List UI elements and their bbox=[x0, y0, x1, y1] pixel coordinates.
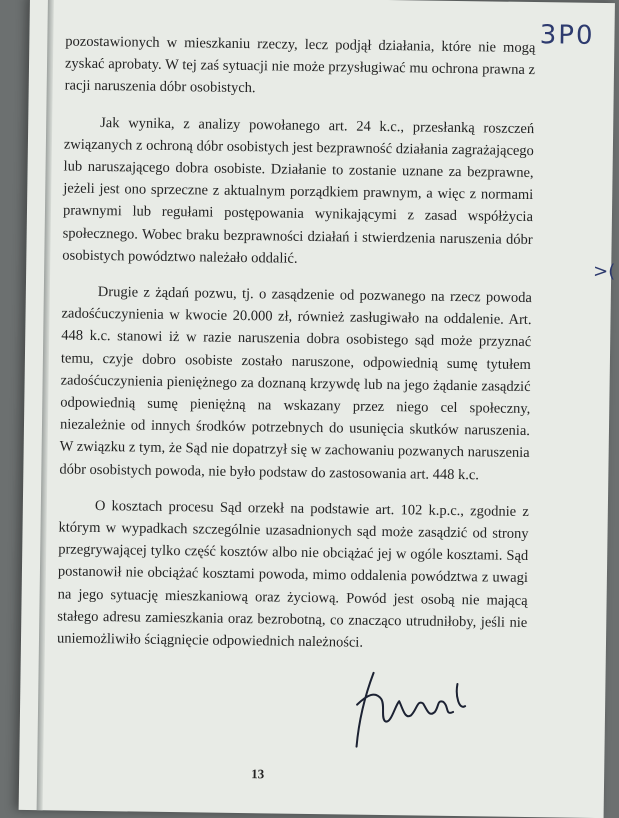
document-body bbox=[57, 30, 536, 656]
paragraph-continuation: pozostawionych w mieszkaniu rzeczy, lecz podjął działania, które nie mogą zyskać aprobaty. W tej zaś sytuacji nie może przysługiwać mu ochrona prawna z racji naruszenia dóbr osobistych. bbox=[64, 33, 536, 97]
handwritten-signature bbox=[344, 664, 495, 756]
paragraph-compensation: Drugie z żądań pozwu, tj. o zasądzenie od pozwanego na rzecz powoda zadośćuczynienia w kwocie 20.000 zł, również zasługiwało na oddalenie. Art. 448 k.c. stanowi iż w razie naruszenia dobra osobistego sąd może przyznać temu, czyje dobro osobiste zostało naruszone, odpowiednią sumę tytułem zadośćuczynienia pieniężnego za doznaną krzywdę lub na jego żądanie zasądzić odpowiednią sumę pieniężną na wskazany przez niego cel społeczny, niezależnie od innych środków potrzebnych do usunięcia skutków naruszenia. W związku z tym, że Sąd nie dopatrzył się w zachowaniu pozwanych naruszenia dóbr osobistych powoda, nie było podstaw do zastosowania art. 448 k.c. bbox=[59, 284, 532, 483]
page-number: 13 bbox=[251, 766, 265, 782]
document-page bbox=[19, 0, 615, 818]
handwritten-margin-mark: >( bbox=[592, 260, 616, 283]
handwritten-page-note: 3P0 bbox=[539, 20, 595, 51]
paragraph-costs: O kosztach procesu Sąd orzekł na podstawie art. 102 k.p.c., zgodnie z którym w wypadkach szczególnie uzasadnionych sąd może zasądzić od strony przegrywającej tylko część kosztów albo nie obciążać jej w ogóle kosztami. Sąd postanowił nie obciążać kosztami powoda, mimo oddalenia powództwa z uwagi na jego sytuację mieszkaniową oraz życiową. Powód jest osobą nie mającą stałego adresu zamieszkania oraz bezrobotną, co znacząco utrudniłoby, jeśli nie uniemożliwiło ściągnięcie odpowiednich należności. bbox=[56, 497, 529, 651]
binding-edge bbox=[37, 0, 54, 810]
paragraph-unlawfulness: Jak wynika, z analizy powołanego art. 24 k.c., przesłanką roszczeń związanych z ochroną dóbr osobistych jest bezprawność działania zagrażającego lub naruszającego dobra osobiste. Działanie to zostanie uznane za bezprawne, jeżeli jest ono sprzeczne z aktualnym porządkiem prawnym, a więc z normami prawnymi lub regułami postępowania wynikającymi z zasad współżycia społecznego. Wobec braku bezprawności działań i stwierdzenia naruszenia dóbr osobistych powództwo należało oddalić. bbox=[62, 114, 535, 267]
